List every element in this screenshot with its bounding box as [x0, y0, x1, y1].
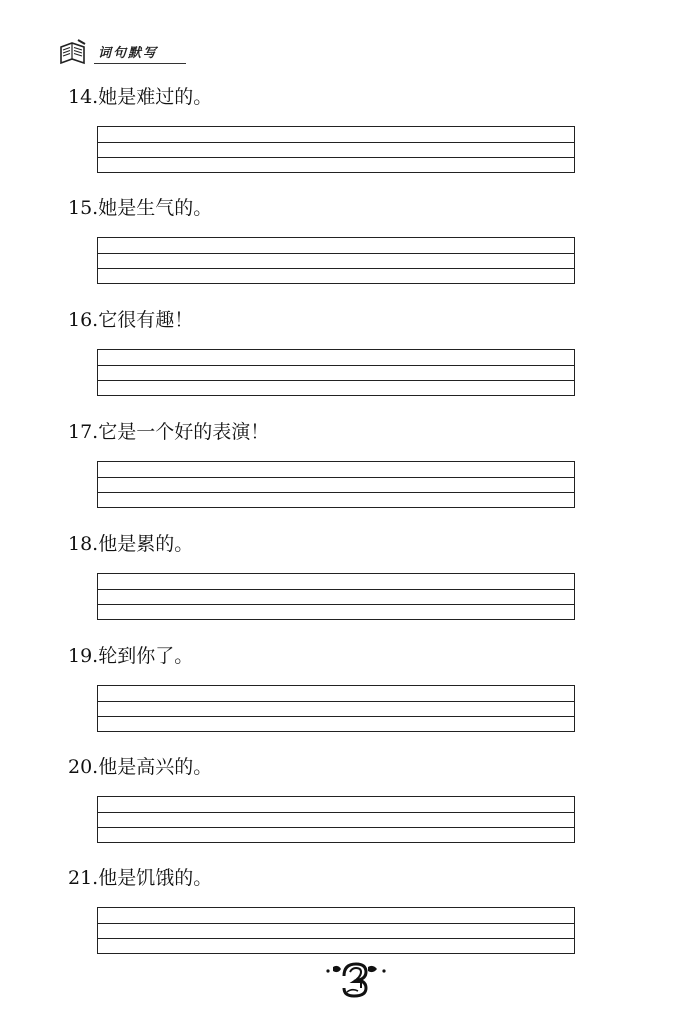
- writing-lines[interactable]: [97, 461, 575, 508]
- writing-rule: [98, 938, 574, 939]
- writing-lines[interactable]: [97, 907, 575, 954]
- writing-lines[interactable]: [97, 573, 575, 620]
- exercise-prompt: 18.他是累的。: [68, 533, 194, 555]
- book-icon: [58, 38, 88, 68]
- header-underline: [94, 63, 186, 64]
- writing-rule: [98, 589, 574, 590]
- writing-lines[interactable]: [97, 237, 575, 284]
- page-header: [58, 36, 188, 70]
- page-number-ornament-icon: [322, 958, 392, 998]
- writing-rule: [98, 812, 574, 813]
- writing-rule: [98, 604, 574, 605]
- exercise-prompt: 15.她是生气的。: [68, 197, 213, 219]
- exercise-prompt: 19.轮到你了。: [68, 645, 194, 667]
- writing-rule: [98, 142, 574, 143]
- writing-rule: [98, 827, 574, 828]
- writing-rule: [98, 268, 574, 269]
- page-number-ornament: [322, 958, 392, 998]
- writing-rule: [98, 477, 574, 478]
- writing-rule: [98, 380, 574, 381]
- writing-rule: [98, 492, 574, 493]
- writing-rule: [98, 701, 574, 702]
- writing-lines[interactable]: [97, 126, 575, 173]
- writing-rule: [98, 923, 574, 924]
- writing-lines[interactable]: [97, 685, 575, 732]
- writing-rule: [98, 157, 574, 158]
- writing-lines[interactable]: [97, 349, 575, 396]
- writing-rule: [98, 253, 574, 254]
- exercise-prompt: 14.她是难过的。: [68, 86, 213, 108]
- exercise-prompt: 16.它很有趣！: [68, 309, 194, 331]
- writing-rule: [98, 365, 574, 366]
- exercise-prompt: 21.他是饥饿的。: [68, 867, 213, 889]
- writing-lines[interactable]: [97, 796, 575, 843]
- exercise-prompt: 17.它是一个好的表演！: [68, 421, 270, 443]
- section-title: 词句默写: [98, 46, 159, 61]
- exercise-prompt: 20.他是高兴的。: [68, 756, 213, 778]
- writing-rule: [98, 716, 574, 717]
